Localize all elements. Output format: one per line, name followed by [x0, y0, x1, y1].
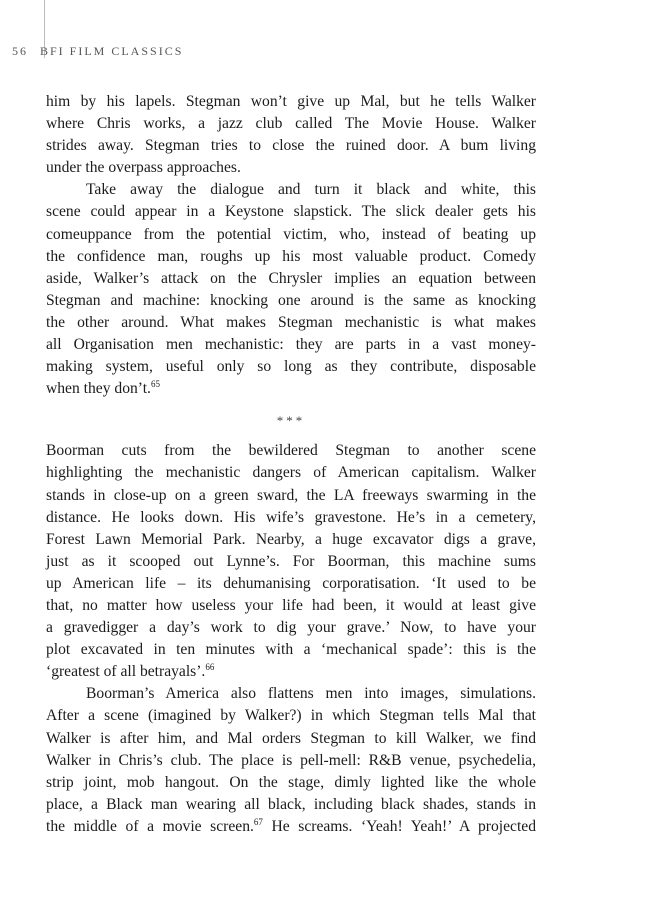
text-line-content: ‘greatest of all betrayals’. — [46, 663, 206, 681]
text-line — [46, 378, 536, 400]
text-line — [46, 661, 536, 683]
text-line: stands in close-up on a green sward, the LA freeways swarming in the — [46, 486, 536, 504]
footnote-marker: 67 — [253, 816, 263, 827]
text-line — [46, 816, 536, 838]
text-line-content: the middle of a movie screen. — [46, 817, 254, 835]
text-line: comeuppance from the potential victim, who, instead of beating up — [46, 225, 536, 243]
text-line: distance. He looks down. His wife’s gravestone. He’s in a cemetery, — [46, 508, 536, 526]
text-line: where Chris works, a jazz club called The Movie House. Walker — [46, 115, 536, 133]
text-line: strides away. Stegman tries to close the ruined door. A bum living — [46, 137, 536, 155]
text-line: the confidence man, roughs up his most valuable product. Comedy — [46, 247, 536, 265]
running-head — [12, 44, 183, 59]
text-line: aside, Walker’s attack on the Chrysler implies an equation between — [46, 269, 536, 287]
text-line: him by his lapels. Stegman won’t give up Mal, but he tells Walker — [46, 93, 536, 110]
text-line: Forest Lawn Memorial Park. Nearby, a huge excavator digs a grave, — [46, 530, 536, 548]
text-line: Boorman’s America also flattens men into images, simulations. — [86, 685, 536, 703]
text-line: place, a Black man wearing all black, including black shades, stands in — [46, 795, 536, 813]
page-number: 56 — [12, 44, 28, 58]
text-line-content: He screams. ‘Yeah! Yeah!’ A projected — [262, 817, 536, 835]
text-line: Walker in Chris’s club. The place is pell-mell: R&B venue, psychedelia, — [46, 751, 536, 769]
text-line-content: when they don’t. — [46, 380, 151, 398]
text-line: Boorman cuts from the bewildered Stegman to another scene — [46, 442, 536, 460]
text-line: the other around. What makes Stegman mechanistic is what makes — [46, 313, 536, 331]
text-line: that, no matter how useless your life had been, it would at least give — [46, 596, 536, 614]
text-line: Take away the dialogue and turn it black and white, this — [86, 181, 536, 199]
text-line: plot excavated in ten minutes with a ‘mechanical spade’: this is the — [46, 641, 536, 659]
paragraph-1 — [46, 91, 536, 179]
text-line: a gravedigger a day’s work to dig your grave.’ Now, to have your — [46, 619, 536, 637]
text-line: all Organisation men mechanistic: they are parts in a vast money- — [46, 336, 536, 354]
text-line: Walker is after him, and Mal orders Stegman to kill Walker, we find — [46, 729, 536, 747]
footnote-marker: 66 — [205, 662, 215, 673]
body-text — [46, 91, 536, 838]
text-line: strip joint, mob hangout. On the stage, dimly lighted like the whole — [46, 773, 536, 791]
text-line: under the overpass approaches. — [46, 159, 241, 177]
paragraph-4 — [46, 683, 536, 838]
paragraph-3 — [46, 440, 536, 683]
text-line: just as it scooped out Lynne’s. For Boorman, this machine sums — [46, 552, 536, 570]
text-line: up American life – its dehumanising corporatisation. ‘It used to be — [46, 574, 536, 592]
text-line: After a scene (imagined by Walker?) in which Stegman tells Mal that — [46, 707, 536, 725]
text-line: making system, useful only so long as they contribute, disposable — [46, 358, 536, 376]
series-title: BFI FILM CLASSICS — [40, 44, 184, 58]
text-line: scene could appear in a Keystone slapstick. The slick dealer gets his — [46, 203, 536, 221]
text-line: Stegman and machine: knocking one around is the same as knocking — [46, 291, 536, 309]
section-break: *** — [276, 413, 306, 429]
text-line: highlighting the mechanistic dangers of American capitalism. Walker — [46, 464, 536, 482]
footnote-marker: 65 — [150, 379, 160, 390]
paragraph-2 — [46, 179, 536, 400]
